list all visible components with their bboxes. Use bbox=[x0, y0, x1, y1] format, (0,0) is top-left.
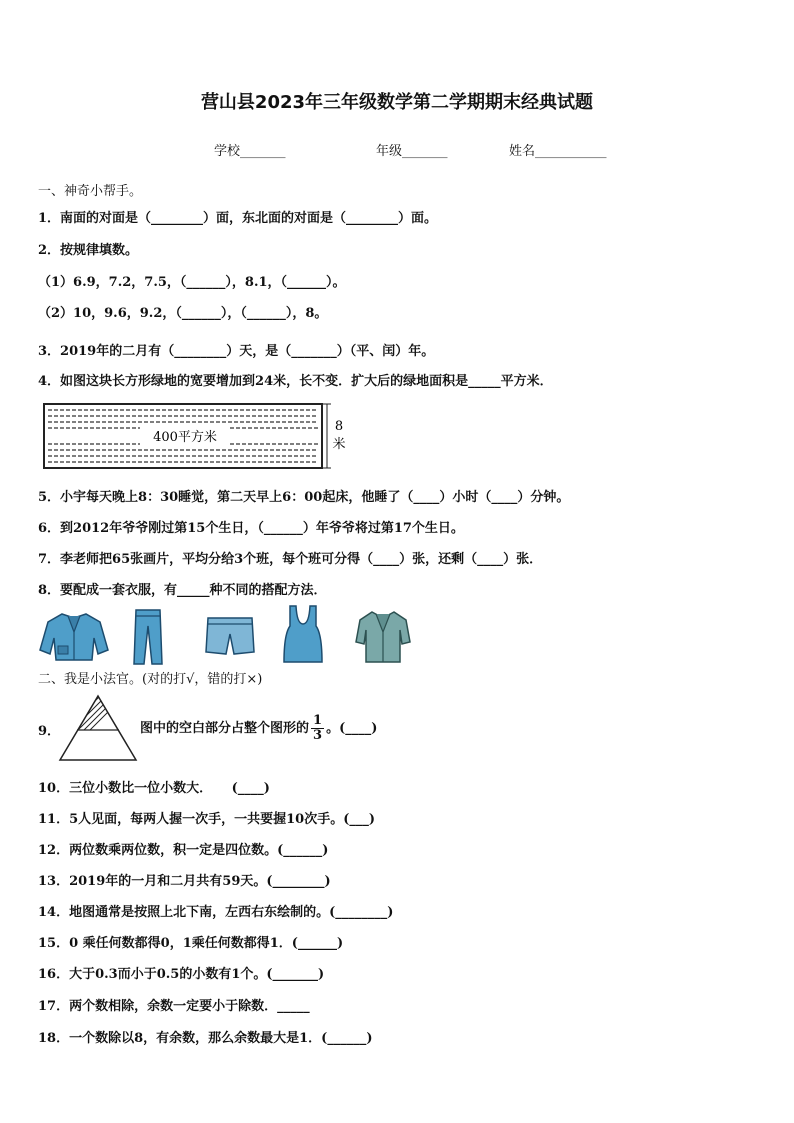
question-9-number: 9． bbox=[38, 724, 61, 739]
coat-icon bbox=[354, 608, 412, 664]
width-label-unit: 米 bbox=[332, 437, 346, 452]
question-9 bbox=[140, 714, 377, 743]
question-7: 7．李老师把65张画片，平均分给3个班，每个班可分得（____）张，还剩（____）张． bbox=[38, 552, 543, 567]
section-1-heading: 一、神奇小帮手。 bbox=[38, 184, 143, 199]
shorts-icon bbox=[204, 614, 256, 658]
fraction-one-third bbox=[311, 714, 324, 743]
question-2: 2．按规律填数。 bbox=[38, 243, 139, 258]
question-9-tail: 。(____) bbox=[326, 721, 378, 736]
question-12: 12．两位数乘两位数，积一定是四位数。(______) bbox=[38, 843, 329, 858]
school-field[interactable]: 学校_______ bbox=[214, 144, 286, 159]
question-8: 8．要配成一套衣服，有_____种不同的搭配方法． bbox=[38, 583, 327, 598]
jacket-icon bbox=[38, 610, 110, 664]
pants-icon bbox=[128, 608, 168, 666]
question-5: 5．小宇每天晚上8：30睡觉，第二天早上6：00起床，他睡了（____）小时（____）分钟。 bbox=[38, 490, 570, 505]
page-title: 营山县2023年三年级数学第二学期期末经典试题 bbox=[200, 92, 594, 113]
section-2-heading: 二、我是小法官。(对的打√，错的打×) bbox=[38, 672, 263, 687]
question-9-text: 图中的空白部分占整个图形的 bbox=[140, 721, 310, 736]
question-11: 11．5人见面，每两人握一次手，一共要握10次手。(___) bbox=[38, 812, 376, 827]
question-6: 6．到2012年爷爷刚过第15个生日，（______）年爷爷将过第17个生日。 bbox=[38, 521, 464, 536]
area-label: 400平方米 bbox=[153, 430, 217, 445]
width-label-number: 8 bbox=[334, 419, 344, 434]
question-18: 18．一个数除以8，有余数，那么余数最大是1．(______) bbox=[38, 1031, 373, 1046]
name-field[interactable]: 姓名___________ bbox=[509, 144, 607, 159]
question-16: 16．大于0.3而小于0.5的小数有1个。(_______) bbox=[38, 967, 325, 982]
triangle-figure bbox=[58, 694, 138, 762]
fraction-numerator: 1 bbox=[313, 713, 323, 728]
fraction-denominator: 3 bbox=[313, 728, 323, 743]
tank-top-icon bbox=[282, 604, 324, 664]
question-1: 1．南面的对面是（________）面，东北面的对面是（________）面。 bbox=[38, 211, 438, 226]
question-2-part-2: （2）10，9.6，9.2，（______），（______），8。 bbox=[38, 306, 328, 321]
question-10: 10．三位小数比一位小数大． (____) bbox=[38, 781, 270, 796]
question-2-part-1: （1）6.9，7.2，7.5，（______），8.1，（______）。 bbox=[38, 275, 346, 290]
question-4: 4．如图这块长方形绿地的宽要增加到24米，长不变．扩大后的绿地面积是_____平方米． bbox=[38, 374, 553, 389]
question-14: 14．地图通常是按照上北下南，左西右东绘制的。(________) bbox=[38, 905, 394, 920]
grade-field[interactable]: 年级_______ bbox=[376, 144, 448, 159]
question-15: 15．0 乘任何数都得0，1乘任何数都得1．(______) bbox=[38, 936, 344, 951]
question-17: 17．两个数相除，余数一定要小于除数．_____ bbox=[38, 999, 310, 1014]
rectangle-figure bbox=[40, 402, 350, 472]
question-13: 13．2019年的一月和二月共有59天。(________) bbox=[38, 874, 331, 889]
question-3: 3．2019年的二月有（________）天，是（_______）（平、闰）年。 bbox=[38, 344, 435, 359]
